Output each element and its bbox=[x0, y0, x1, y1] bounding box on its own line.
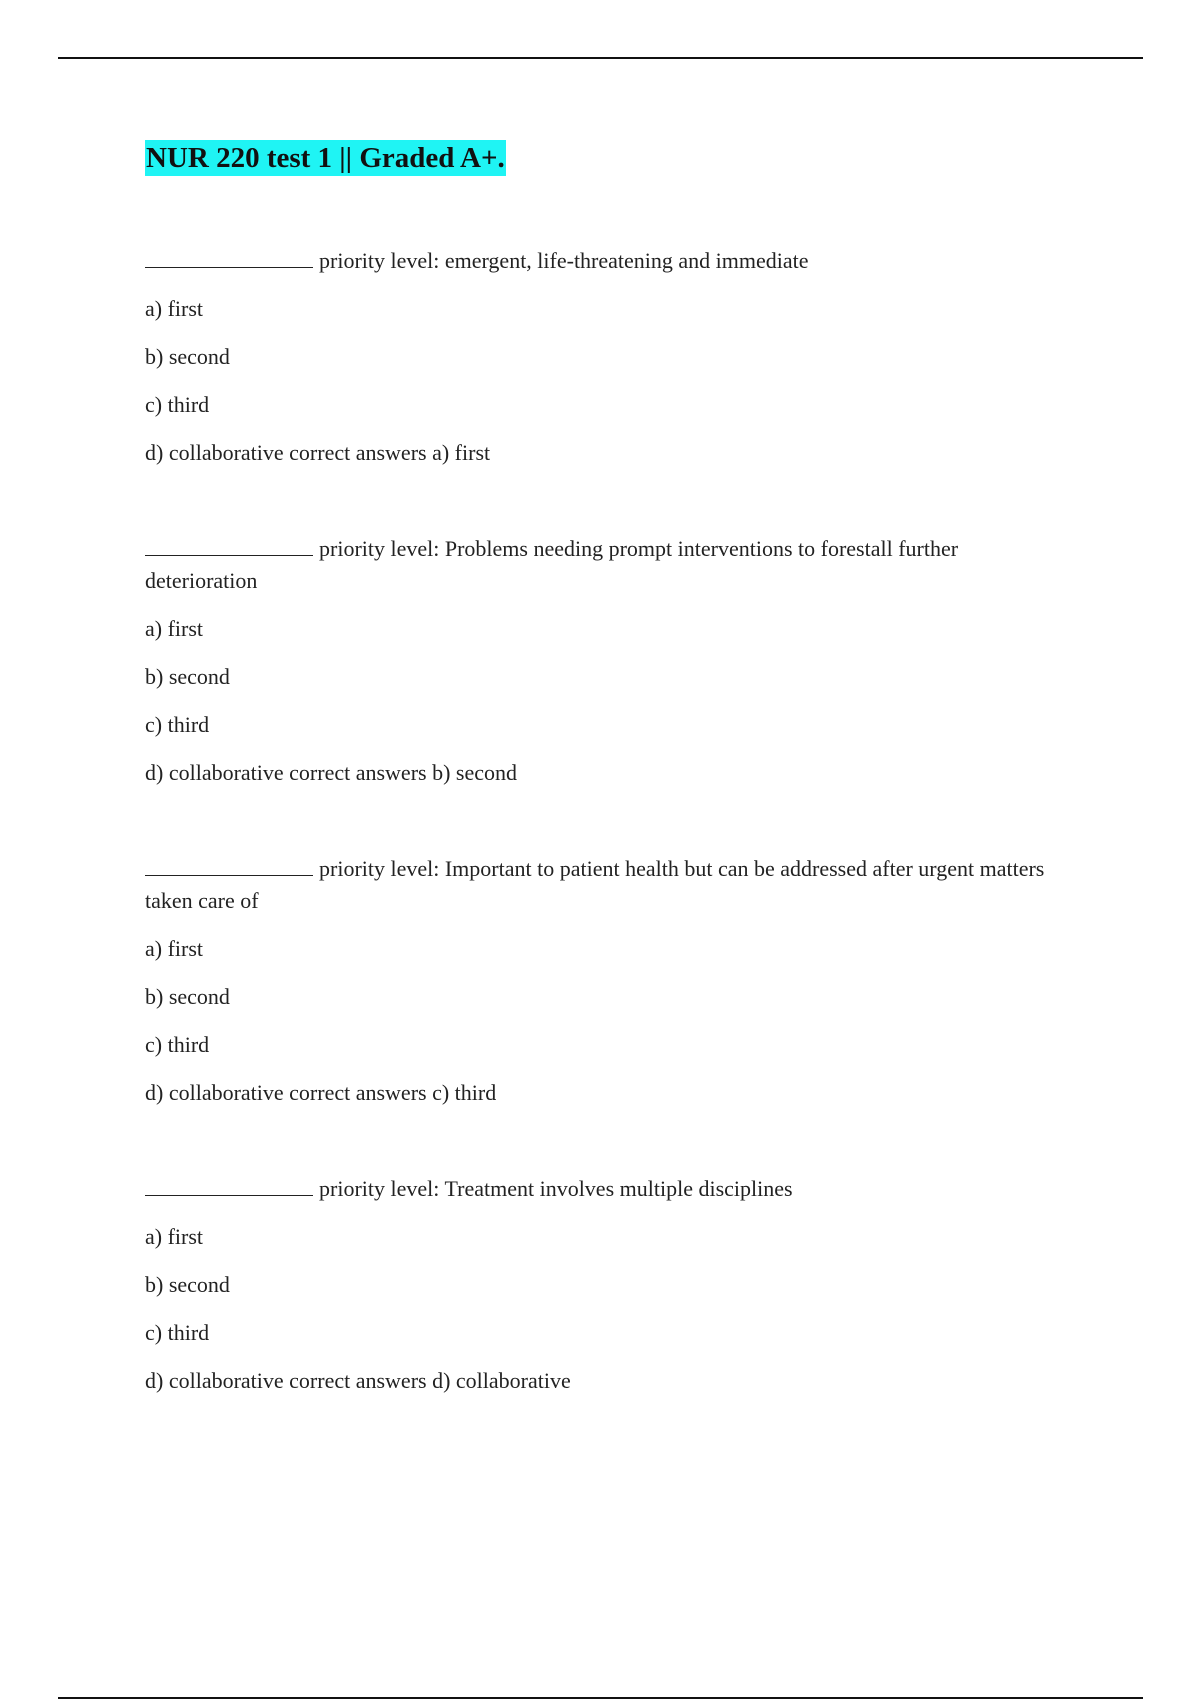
question-stem-text: priority level: Treatment involves multiple disciplines bbox=[319, 1176, 793, 1201]
question-3 bbox=[145, 853, 1045, 1109]
answer-blank bbox=[145, 247, 313, 268]
answer-blank bbox=[145, 1175, 313, 1196]
option-c: c) third bbox=[145, 712, 210, 737]
question-stem bbox=[145, 533, 1045, 597]
footer-rule bbox=[58, 1697, 1143, 1699]
answer-blank bbox=[145, 855, 313, 876]
option-b: b) second bbox=[145, 664, 230, 689]
question-stem-text: priority level: emergent, life-threatening and immediate bbox=[319, 248, 809, 273]
option-b: b) second bbox=[145, 1272, 230, 1297]
document-body bbox=[145, 140, 1045, 1461]
option-a: a) first bbox=[145, 1224, 204, 1249]
option-d-with-answer: d) collaborative correct answers b) second bbox=[145, 760, 518, 785]
option-d-with-answer: d) collaborative correct answers d) collaborative bbox=[145, 1368, 571, 1393]
header-rule bbox=[58, 57, 1143, 59]
option-d-with-answer: d) collaborative correct answers c) third bbox=[145, 1080, 497, 1105]
option-c: c) third bbox=[145, 392, 210, 417]
option-a: a) first bbox=[145, 616, 204, 641]
option-a: a) first bbox=[145, 936, 204, 961]
option-c: c) third bbox=[145, 1032, 210, 1057]
question-list bbox=[145, 245, 1045, 1397]
answer-blank bbox=[145, 535, 313, 556]
option-d-with-answer: d) collaborative correct answers a) first bbox=[145, 440, 491, 465]
option-b: b) second bbox=[145, 344, 230, 369]
question-stem-text: priority level: Important to patient health but can be addressed after urgent matters taken care of bbox=[145, 856, 1045, 913]
option-a: a) first bbox=[145, 296, 204, 321]
option-c: c) third bbox=[145, 1320, 210, 1345]
question-4 bbox=[145, 1173, 1045, 1397]
option-b: b) second bbox=[145, 984, 230, 1009]
question-2 bbox=[145, 533, 1045, 789]
question-stem-text: priority level: Problems needing prompt interventions to forestall further deterioration bbox=[145, 536, 959, 593]
question-stem bbox=[145, 1173, 1045, 1205]
question-stem bbox=[145, 853, 1045, 917]
document-title: NUR 220 test 1 || Graded A+. bbox=[146, 142, 505, 174]
question-stem bbox=[145, 245, 1045, 277]
question-1 bbox=[145, 245, 1045, 469]
